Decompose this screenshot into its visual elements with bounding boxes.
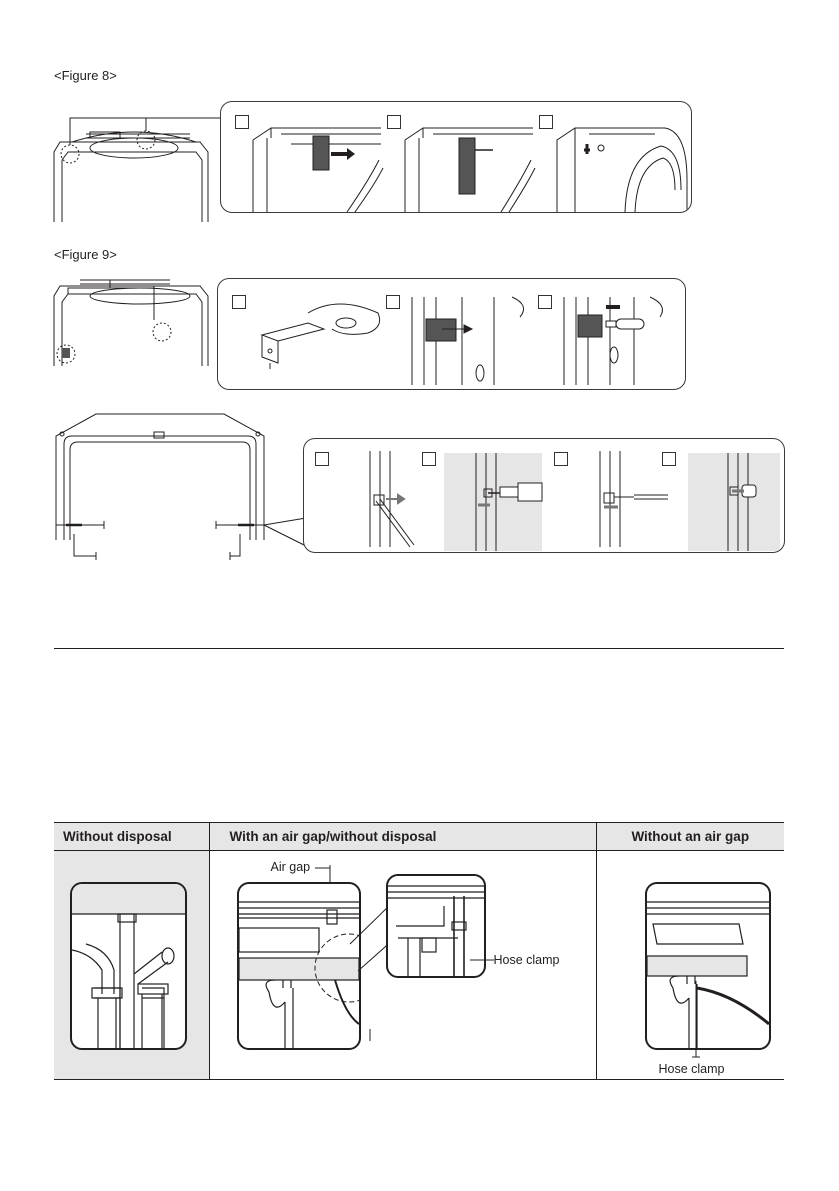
side-step2-illustration — [444, 453, 542, 551]
fig8-step1-illustration — [251, 120, 386, 212]
side-mount-overview-illustration — [52, 410, 267, 562]
step-checkbox-3 — [538, 295, 552, 309]
header-without-air-gap: Without an air gap — [596, 823, 784, 851]
hose-clamp-right-callout: Hose clamp — [658, 1062, 725, 1076]
cell-without-disposal — [54, 851, 209, 1080]
drain-hose-marker — [365, 1029, 375, 1041]
figure-8-steps-panel — [220, 101, 692, 213]
without-disposal-inset — [70, 882, 187, 1050]
sink-with-air-gap-illustration — [239, 884, 359, 1048]
fig8-step2-illustration — [403, 120, 538, 212]
air-gap-callout: Air gap — [270, 860, 311, 874]
fig9-step3-illustration — [554, 293, 686, 385]
step-checkbox-1 — [232, 295, 246, 309]
cell-without-air-gap — [596, 851, 784, 1080]
figure-9-overview-illustration — [50, 276, 220, 368]
fig8-step3-illustration — [555, 120, 690, 212]
section-divider — [54, 648, 784, 649]
step-checkbox-3 — [539, 115, 553, 129]
step-checkbox-2 — [387, 115, 401, 129]
sink-without-air-gap-illustration — [647, 884, 769, 1048]
side-step1-illustration — [330, 449, 430, 547]
figure-8-overview-illustration — [50, 112, 220, 222]
air-gap-sink-inset — [237, 882, 361, 1050]
fig9-step1-illustration — [248, 293, 383, 385]
side-step4-illustration — [688, 453, 780, 551]
side-mount-steps-panel — [303, 438, 785, 553]
header-with-air-gap: With an air gap/without disposal — [209, 823, 596, 851]
sink-drain-pipe-illustration — [72, 884, 185, 1048]
hose-clamp-middle-callout: Hose clamp — [493, 953, 560, 967]
step-checkbox-2 — [386, 295, 400, 309]
cell-with-air-gap — [209, 851, 596, 1080]
fig9-step2-illustration — [402, 293, 537, 385]
figure-9-label: <Figure 9> — [54, 247, 117, 262]
hose-clamp-right-leader — [691, 981, 701, 1061]
drain-connection-table — [54, 822, 784, 1080]
figure-8-label: <Figure 8> — [54, 68, 117, 83]
step-checkbox-3 — [554, 452, 568, 466]
figure-9-steps-panel — [217, 278, 686, 390]
header-without-disposal: Without disposal — [54, 823, 209, 851]
side-step3-illustration — [570, 449, 670, 547]
without-air-gap-inset — [645, 882, 771, 1050]
hose-clamp-middle-leader — [470, 955, 496, 965]
step-checkbox-1 — [315, 452, 329, 466]
step-checkbox-1 — [235, 115, 249, 129]
